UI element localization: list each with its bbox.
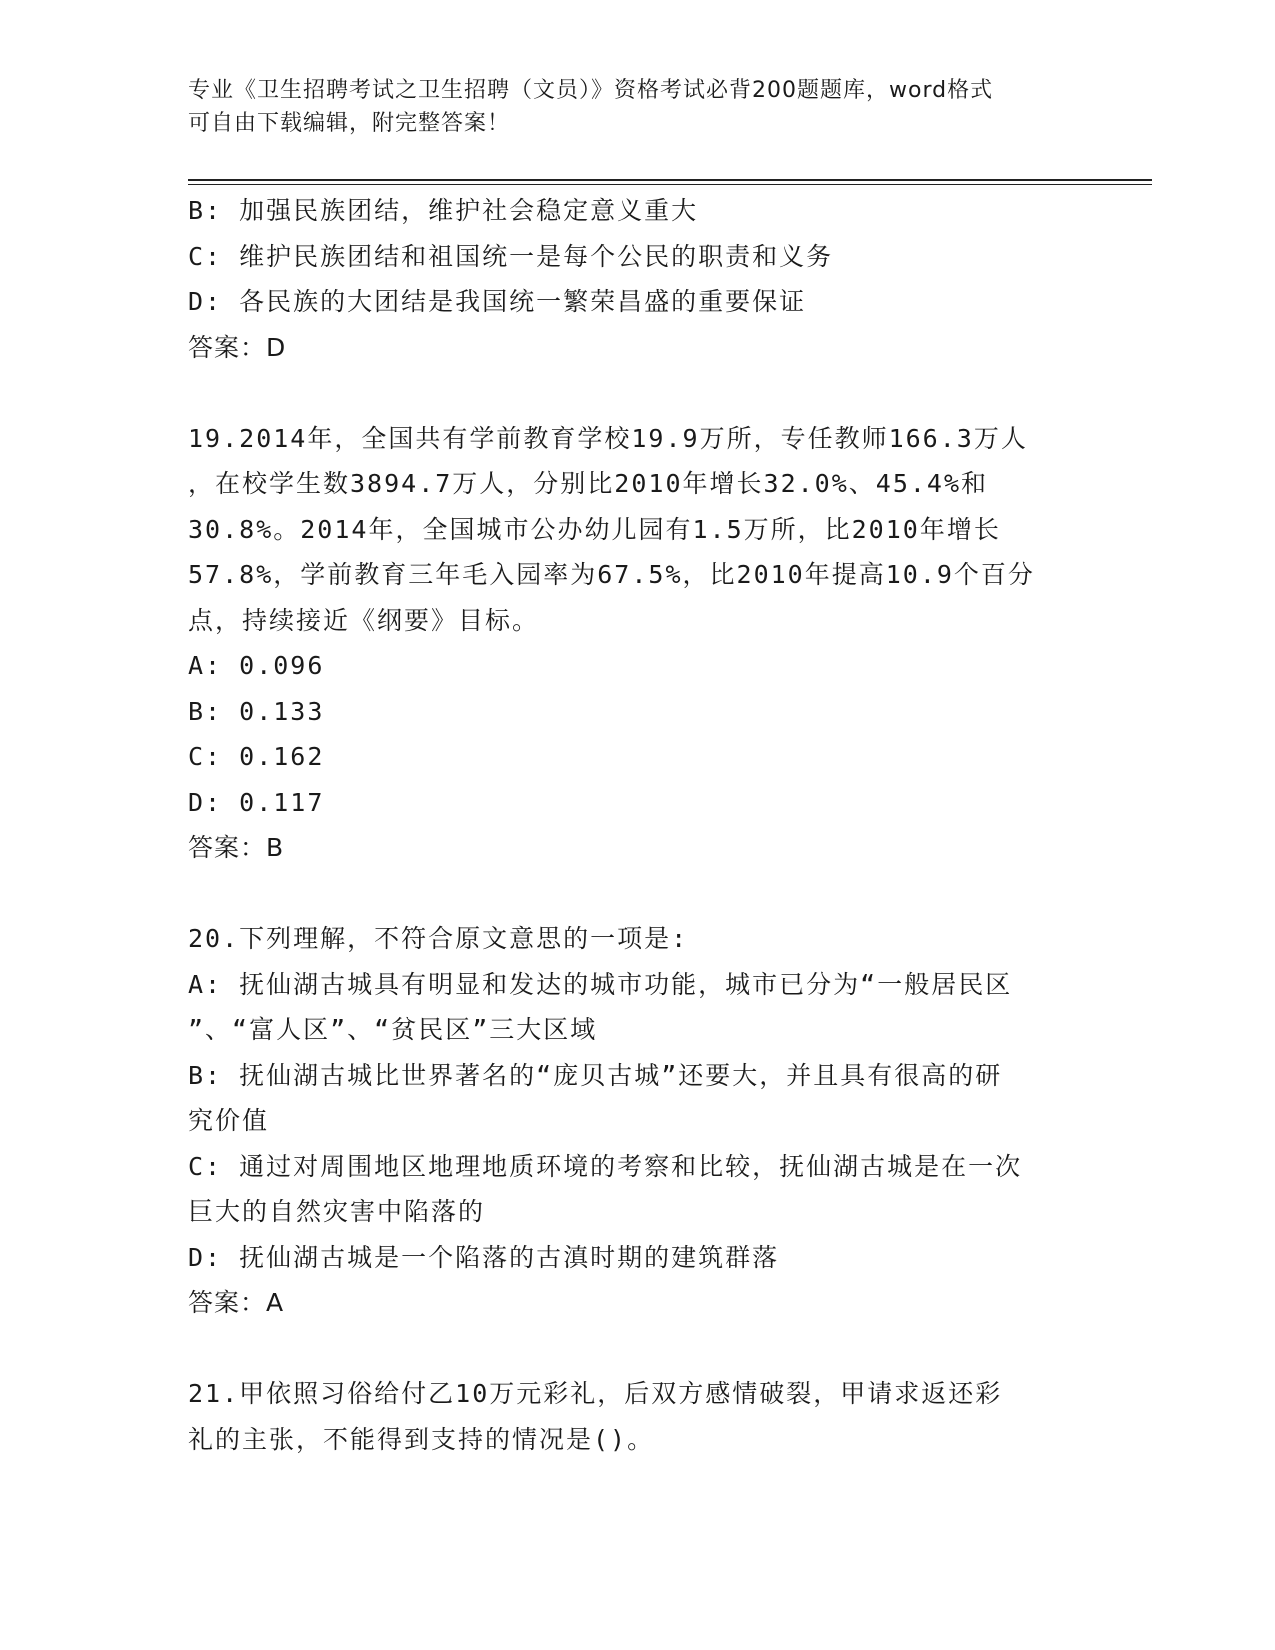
option-b: B: 抚仙湖古城比世界著名的“庞贝古城”还要大，并且具有很高的研	[188, 1060, 1003, 1090]
option-a: A: 0.096	[188, 651, 325, 680]
header-rule-thin	[188, 184, 1152, 185]
question-18	[188, 188, 1078, 370]
question-20	[188, 916, 1078, 1326]
option-a: A: 抚仙湖古城具有明显和发达的城市功能，城市已分为“一般居民区	[188, 969, 1013, 999]
option-c: C: 维护民族团结和祖国统一是每个公民的职责和义务	[188, 241, 834, 271]
answer: 答案：A	[188, 1288, 285, 1317]
option-d: D: 各民族的大团结是我国统一繁荣昌盛的重要保证	[188, 287, 807, 316]
question-text-line: 点，持续接近《纲要》目标。	[188, 605, 540, 635]
header-line-1: 专业《卫生招聘考试之卫生招聘（文员）》资格考试必背200题题库，word格式	[188, 78, 994, 103]
option-b: B: 加强民族团结，维护社会稳定意义重大	[188, 196, 699, 225]
question-text-line: 19.2014年，全国共有学前教育学校19.9万所，专任教师166.3万人	[188, 423, 1028, 453]
option-d: D: 抚仙湖古城是一个陷落的古滇时期的建筑群落	[188, 1242, 780, 1272]
header-line-2: 可自由下载编辑，附完整答案！	[188, 111, 511, 136]
option-a-continued: ”、“富人区”、“贫民区”三大区域	[188, 1015, 598, 1044]
question-text-line: 礼的主张，不能得到支持的情况是()。	[188, 1424, 655, 1454]
option-c-continued: 巨大的自然灾害中陷落的	[188, 1197, 486, 1226]
question-text-line: 20.下列理解，不符合原文意思的一项是:	[188, 924, 689, 953]
document-body	[188, 188, 1078, 1462]
spacer	[188, 1326, 1078, 1372]
option-c: C: 通过对周围地区地理地质环境的考察和比较，抚仙湖古城是在一次	[188, 1151, 1023, 1181]
question-text-line: 57.8%，学前教育三年毛入园率为67.5%，比2010年提高10.9个百分	[188, 560, 1035, 589]
answer: 答案：B	[188, 833, 285, 862]
question-text-line: 30.8%。2014年，全国城市公办幼儿园有1.5万所，比2010年增长	[188, 514, 1001, 544]
spacer	[188, 370, 1078, 416]
question-text-line: ，在校学生数3894.7万人，分别比2010年增长32.0%、45.4%和	[188, 469, 989, 498]
spacer	[188, 871, 1078, 917]
option-b-continued: 究价值	[188, 1106, 270, 1135]
question-19	[188, 416, 1078, 871]
option-d: D: 0.117	[188, 787, 325, 817]
answer: 答案：D	[188, 332, 287, 362]
question-text-line: 21.甲依照习俗给付乙10万元彩礼，后双方感情破裂，甲请求返还彩	[188, 1379, 1003, 1408]
document-header	[188, 74, 1068, 140]
question-21	[188, 1371, 1078, 1462]
header-rule-thick	[188, 179, 1152, 181]
option-c: C: 0.162	[188, 742, 325, 771]
option-b: B: 0.133	[188, 696, 325, 726]
